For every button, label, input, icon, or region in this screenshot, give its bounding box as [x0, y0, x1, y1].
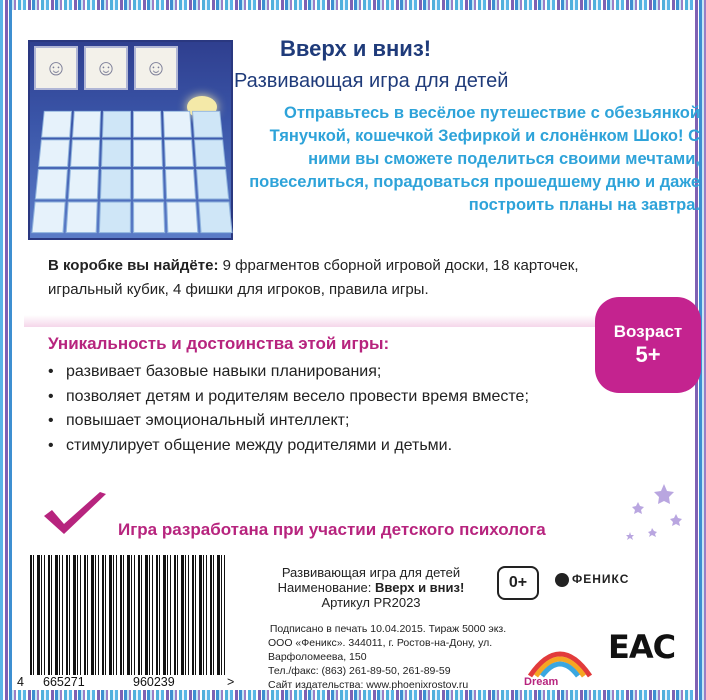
- list-item: • позволяет детям и родителям весело провести время вместе;: [48, 385, 568, 410]
- publisher-address: ООО «Феникс». 344011, г. Ростов-на-Дону, ул. Варфоломеева, 150: [268, 637, 493, 663]
- publisher-logo-text: ФЕНИКС: [572, 572, 630, 586]
- checkmark-icon: [40, 490, 110, 540]
- product-article: Артикул PR2023: [321, 595, 421, 610]
- age-badge-label: Возраст: [613, 322, 683, 341]
- features-list: [48, 360, 568, 458]
- age-rating-mark: 0+: [497, 566, 539, 600]
- card-icon: ☺: [84, 46, 128, 90]
- product-type: Развивающая игра для детей: [281, 565, 461, 580]
- product-info: [256, 565, 486, 610]
- game-title: Вверх и вниз!: [280, 36, 432, 61]
- box-contents-text: 9 фрагментов сборной игровой доски, 18 карточек, игральный кубик, 4 фишки для игроков, правила игры.: [48, 257, 579, 298]
- list-item: • развивает базовые навыки планирования;: [48, 360, 568, 385]
- product-name: [256, 580, 486, 595]
- box-contents-label: В коробке вы найдёте:: [48, 257, 219, 274]
- publisher-phone: Тел./факс: (863) 261-89-50, 261-89-59: [268, 665, 451, 677]
- age-badge: [595, 297, 701, 393]
- psychologist-note: Игра разработана при участии детского психолога: [118, 520, 546, 539]
- phoenix-icon: [555, 573, 569, 587]
- list-item: • стимулирует общение между родителями и детьми.: [48, 434, 568, 459]
- game-board-illustration: [28, 40, 233, 240]
- age-badge-value: 5+: [635, 342, 661, 367]
- dream-logo-text: Dream: [524, 676, 559, 688]
- product-name-label: Наименование:: [277, 580, 372, 595]
- barcode-digits: 665271: [43, 675, 85, 689]
- barcode-digit: 4: [17, 675, 24, 689]
- list-item: • повышает эмоциональный интеллект;: [48, 409, 568, 434]
- barcode-bars: [30, 555, 226, 675]
- print-info: Подписано в печать 10.04.2015. Тираж 5000 экз.: [269, 623, 507, 635]
- intro-text: Отправьтесь в весёлое путешествие с обезьянкой Тянучкой, кошечкой Зефиркой и слонёнком Шоко! С ними вы сможете поделиться своими мечтами, повеселиться, порадоваться прошедшему дню и даже построить планы на завтра.: [249, 104, 700, 214]
- eac-mark: EAC: [608, 628, 676, 666]
- box-contents: [48, 254, 648, 302]
- card-icon: ☺: [34, 46, 78, 90]
- features-title: Уникальность и достоинства этой игры:: [48, 334, 390, 353]
- divider-band: [24, 315, 614, 327]
- product-name-value: Вверх и вниз!: [375, 580, 465, 595]
- barcode: [14, 555, 236, 687]
- publisher-info: [268, 622, 508, 692]
- barcode-end: >: [227, 675, 235, 689]
- card-icon: ☺: [134, 46, 178, 90]
- publisher-site: Сайт издательства: www.phoenixrostov.ru: [268, 679, 469, 691]
- barcode-digits: 960239: [133, 675, 175, 689]
- stars-decoration-icon: [624, 480, 694, 550]
- game-subtitle: Развивающая игра для детей: [234, 70, 509, 92]
- publisher-logo: [555, 572, 629, 587]
